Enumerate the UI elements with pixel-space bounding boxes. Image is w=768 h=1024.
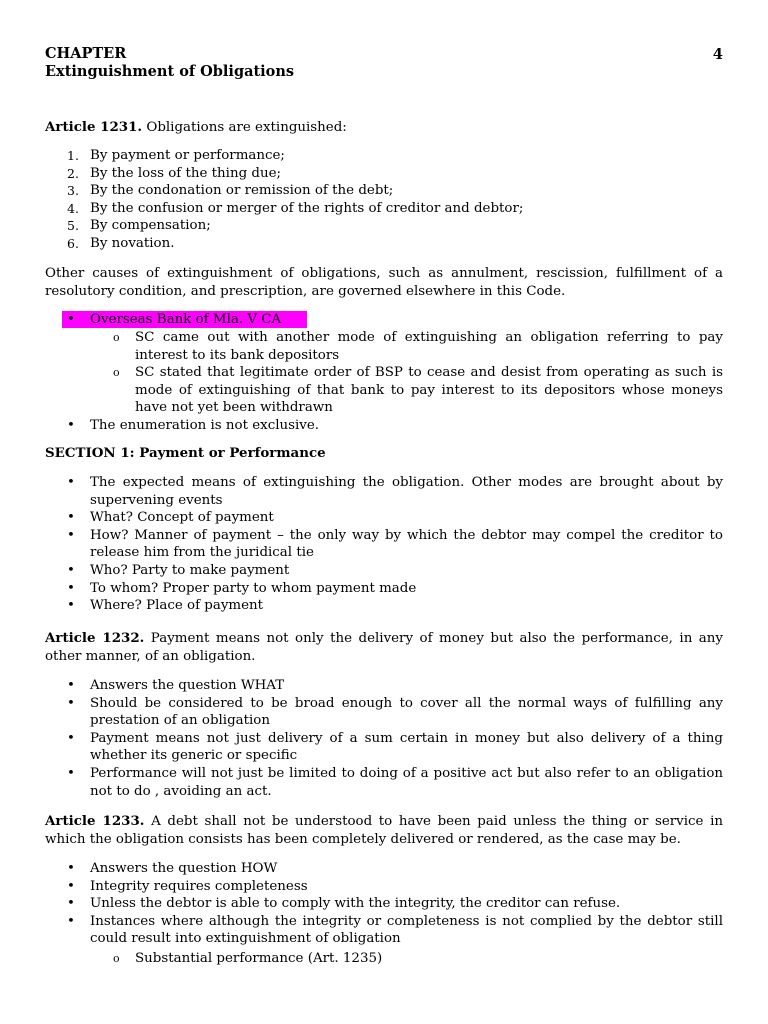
list-item: 2. By the loss of the thing due; xyxy=(67,165,282,181)
list-item: o SC stated that legitimate order of BSP to cease and desist from operating as such is mode of extinguishing of that bank to pay interest to its depositors whose moneys have not yet been withdrawn xyxy=(113,365,723,416)
enumeration-note-list xyxy=(45,417,723,435)
list-item: • Answers the question WHAT xyxy=(67,678,285,693)
list-item: 6. By novation. xyxy=(67,235,175,251)
section-1-list xyxy=(45,474,723,615)
article-1233-sub-list xyxy=(45,950,723,968)
chapter-title: Extinguishment of Obligations xyxy=(45,63,295,80)
article-1233-list xyxy=(45,860,723,948)
list-item: 4. By the confusion or merger of the rights of creditor and debtor; xyxy=(67,200,524,216)
article-text: A debt shall not be understood to have been paid unless the thing or service in which the obligation consists has been completely delivered or rendered, as the case may be. xyxy=(45,814,724,847)
article-1233-paragraph xyxy=(45,813,723,848)
list-item: • Who? Party to make payment xyxy=(67,562,290,578)
list-item: • Payment means not just delivery of a sum certain in money but also delivery of a thing whether its generic or specific xyxy=(67,730,723,764)
list-item: • To whom? Proper party to whom payment made xyxy=(67,580,417,596)
article-1232-paragraph xyxy=(45,630,723,665)
case-sub-list xyxy=(45,329,723,417)
list-item: 5. By compensation; xyxy=(67,218,211,234)
article-text: Obligations are extinguished: xyxy=(142,120,347,135)
list-item: 1. By payment or performance; xyxy=(67,148,285,163)
article-1231-notes xyxy=(45,311,723,329)
chapter-label: CHAPTER xyxy=(45,45,127,62)
list-item: • Instances where although the integrity or completeness is not complied by the debtor still could result into extinguishment of obligation xyxy=(67,913,723,947)
list-item: • The expected means of extinguishing the obligation. Other modes are brought about by supervening events xyxy=(67,475,723,508)
list-item: • What? Concept of payment xyxy=(67,510,274,526)
list-item: o SC came out with another mode of extinguishing an obligation referring to pay interest to its bank depositors xyxy=(113,330,723,363)
article-text: Payment means not only the delivery of money but also the performance, in any other manner, of an obligation. xyxy=(45,631,723,664)
article-1231-heading xyxy=(45,119,723,137)
article-label: Article 1232. xyxy=(45,630,145,646)
chapter-header xyxy=(45,45,723,81)
list-item: 3. By the condonation or remission of the debt; xyxy=(67,183,394,199)
article-1231-list xyxy=(45,147,723,253)
list-item: • Performance will not just be limited to doing of a positive act but also refer to an obligation not to do , avoiding an act. xyxy=(67,765,723,799)
list-item: • Answers the question HOW xyxy=(67,861,278,876)
article-label: Article 1233. xyxy=(45,813,145,829)
list-item: • Should be considered to be broad enough to cover all the normal ways of fulfilling any prestation of an obligation xyxy=(67,695,723,729)
list-item: • Where? Place of payment xyxy=(67,598,264,614)
list-item: • How? Manner of payment – the only way by which the debtor may compel the creditor to release him from the juridical tie xyxy=(67,527,723,561)
list-item: • The enumeration is not exclusive. xyxy=(67,418,320,433)
list-item: o Substantial performance (Art. 1235) xyxy=(113,951,383,966)
page-number: 4 xyxy=(712,46,723,63)
article-label: Article 1231. xyxy=(45,119,143,135)
article-1232-list xyxy=(45,677,723,800)
list-item: • Unless the debtor is able to comply with the integrity, the creditor can refuse. xyxy=(67,896,621,912)
case-title: Overseas Bank of Mla. V CA xyxy=(90,312,282,327)
list-item: • Overseas Bank of Mla. V CA xyxy=(45,311,723,329)
section-1-heading: SECTION 1: Payment or Performance xyxy=(45,445,326,461)
other-causes-paragraph: Other causes of extinguishment of obligations, such as annulment, rescission, fulfillment of a resolutory condition, and prescription, are governed elsewhere in this Code. xyxy=(45,266,723,299)
list-item: • Integrity requires completeness xyxy=(67,878,308,894)
